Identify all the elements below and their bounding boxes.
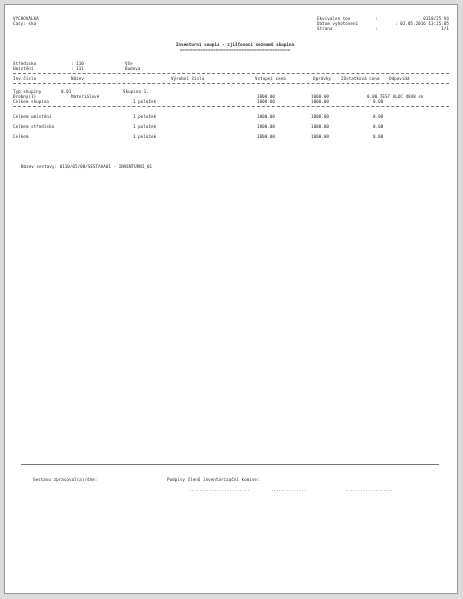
- group-type-code: 0.01: [61, 89, 72, 94]
- total-count: 1 položek: [133, 124, 157, 129]
- divider: [13, 83, 449, 84]
- report-name: Název sestavy: 0110/05/00/SESTAVA01 - INVENTURNI_01: [21, 164, 153, 169]
- page-number: 1/1: [441, 26, 449, 31]
- total-label: Celkem skupina: [13, 99, 49, 104]
- total-count: 1 položek: [133, 134, 157, 139]
- col-inv-number: Inv.číslo: [13, 76, 37, 81]
- total-depreciation: 1000.00: [311, 124, 329, 129]
- group-subtype-label: Drobný(1): [13, 94, 37, 99]
- footer-processed-by: Sestavu zpracoval(a)/dne:: [33, 477, 98, 482]
- total-label: Celkem umístění: [13, 114, 52, 119]
- total-remaining: 0.00: [373, 114, 384, 119]
- total-remaining: 0.00: [373, 134, 384, 139]
- total-depreciation: 1000.00: [311, 134, 329, 139]
- total-price: 1000.00: [257, 99, 275, 104]
- signature-line: ...................: [345, 487, 393, 492]
- total-depreciation: 1000.00: [311, 99, 329, 104]
- total-price: 1000.00: [257, 124, 275, 129]
- meta-code-center: : 110: [71, 61, 84, 66]
- meta-label-center: Středisko: [13, 61, 37, 66]
- footer-divider: [21, 464, 439, 465]
- col-remaining: Zůstatková cena: [341, 76, 380, 81]
- total-remaining: 0.00: [373, 99, 384, 104]
- group-subtype-extra: 0.00 TEST ALOC 4848 sk: [367, 94, 424, 99]
- col-depreciation: Oprávky: [313, 76, 331, 81]
- total-depreciation: 1000.00: [311, 114, 329, 119]
- meta-value-center: Vše: [125, 61, 133, 66]
- group-subtype-name: Materiálové: [71, 94, 100, 99]
- total-price: 1000.00: [257, 134, 275, 139]
- meta-code-location: : 111: [71, 66, 84, 71]
- divider: [13, 106, 449, 107]
- footer-commission-label: Podpisy členů inventarizační komise:: [167, 477, 260, 482]
- form-code-value: 0110/25 V4: [423, 16, 449, 21]
- col-accountable: Odpovídá: [389, 76, 410, 81]
- group-type-label: Typ skupiny: [13, 89, 42, 94]
- signature-line: ..............: [271, 487, 307, 492]
- page-label: Strana: [317, 26, 333, 31]
- total-remaining: 0.00: [373, 124, 384, 129]
- total-label: Celkem: [13, 134, 29, 139]
- signature-line: ........................: [189, 487, 250, 492]
- report-title-underline: ===========================================: [179, 47, 291, 52]
- meta-label-location: Umístění: [13, 66, 34, 71]
- date-value: : 02.05.2016 13:25:05: [395, 21, 449, 26]
- report-title: Inventurní soupis - zjišťovací seznamů skupina: [175, 42, 295, 47]
- total-count: 1 položek: [133, 99, 157, 104]
- col-price: Vstupní cena: [255, 76, 286, 81]
- divider: [13, 73, 449, 74]
- report-page: VÝCHOVÁLKA Časy: ska Ekvivalen tex : 0110/25 V4 Datum vyhotovení : 02.05.2016 13:25:05 Strana : 1/1 Inventurní soupis - zjišťovací seznamů skupina =========================================== Středisko : 110 Vše Umístění : 111 Budova Inv.číslo Název Výrobní číslo Vstupní cena Oprávky Zůstatková cena Odpovídá Typ skupiny 0.01 Skupina 1. Drobný(1) Materiálové 1000.00 1000.00 0.00 TEST ALOC 4848 sk Celkem skupina 1 položek 1000.00 1000.00 0.00 Celkem umístění 1 položek 1000.00 1000.00 0.00 Celkem středisko 1 položek 1000.00 1000.00 0.00 Celkem 1 položek 1000.00 1000.00 0.00 Název sestavy: 0110/05/00/SESTAVA01 - INVENTURNI_01 Sestavu zpracoval(a)/dne: Podpisy členů inventarizační komise: ........................ .............. ...................: [4, 4, 458, 594]
- group-type-name: Skupina 1.: [123, 89, 149, 94]
- total-label: Celkem středisko: [13, 124, 55, 129]
- col-name: Název: [71, 76, 84, 81]
- date-label: Datum vyhotovení: [317, 21, 359, 26]
- form-code-label: Ekvivalen tex: [317, 16, 351, 21]
- total-price: 1000.00: [257, 114, 275, 119]
- meta-value-location: Budova: [125, 66, 141, 71]
- org-subline: Časy: ska: [13, 21, 37, 26]
- total-count: 1 položek: [133, 114, 157, 119]
- item-price: 1000.00: [257, 94, 275, 99]
- col-serial: Výrobní číslo: [171, 76, 205, 81]
- org-name: VÝCHOVÁLKA: [13, 16, 39, 21]
- item-depreciation: 1000.00: [311, 94, 329, 99]
